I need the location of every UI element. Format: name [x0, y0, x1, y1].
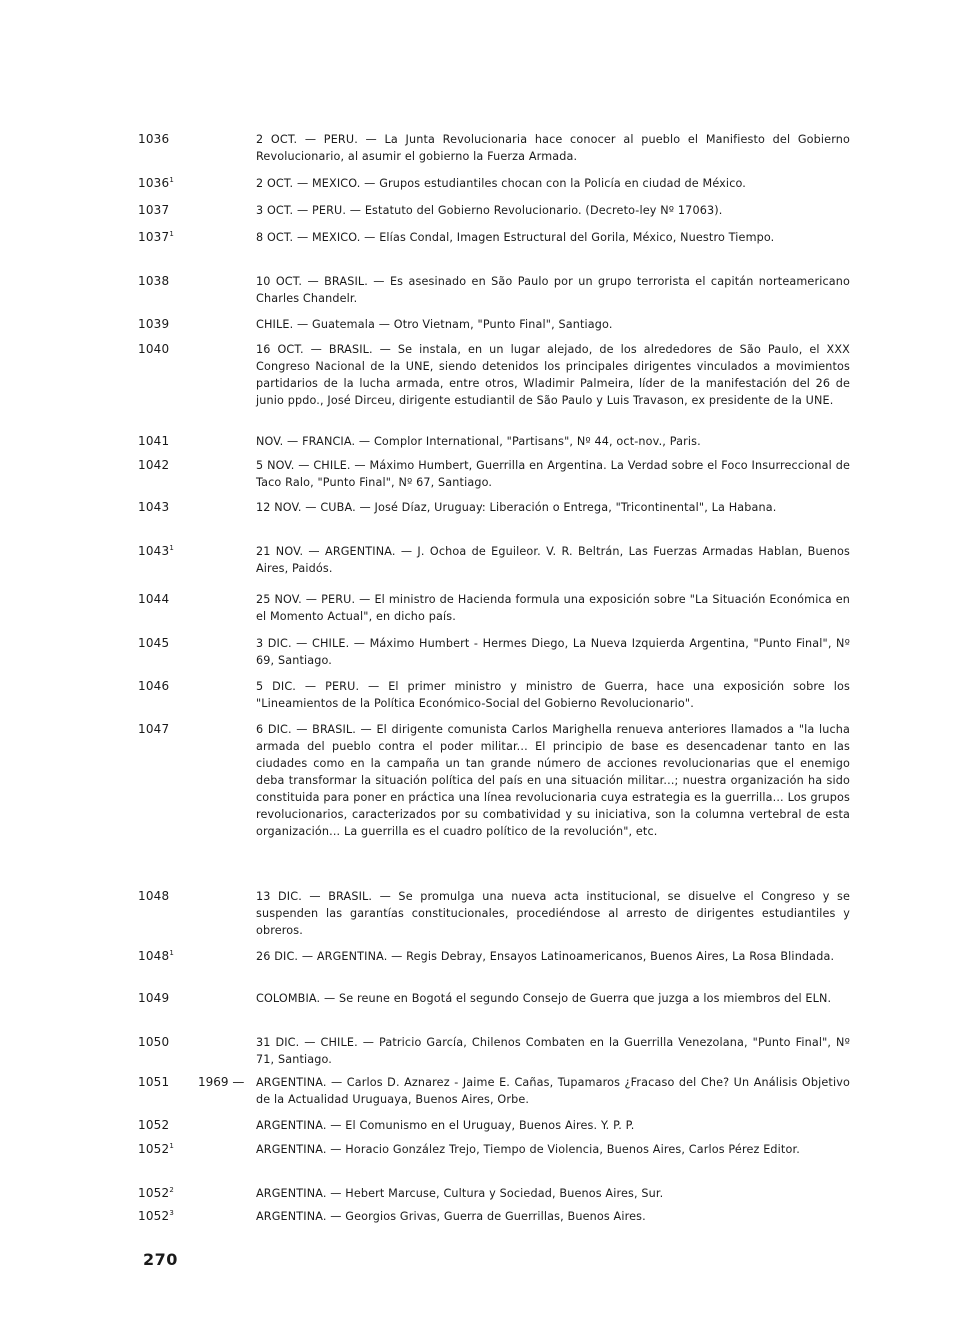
entry-number: 1048 [138, 889, 170, 903]
entry-number: 1037$^1$ [138, 230, 174, 244]
entry-text: 8 OCT. — MEXICO. — Elías Condal, Imagen Estructural del Gorila, México, Nuestro Tiempo. [256, 231, 775, 244]
entry-text: 31 DIC. — CHILE. — Patricio García, Chilenos Combaten en la Guerrilla Venezolana, "Punto Final", Nº 71, Santiago. [256, 1036, 850, 1066]
entry-text: ARGENTINA. — El Comunismo en el Uruguay, Buenos Aires. Y. P. P. [256, 1119, 635, 1132]
entry-number: 1052$^3$ [138, 1209, 174, 1223]
entry-text: COLOMBIA. — Se reune en Bogotá el segundo Consejo de Guerra que juzga a los miembros del ELN. [256, 992, 832, 1005]
entry-text: 6 DIC. — BRASIL. — El dirigente comunista Carlos Marighella renueva anteriores llamados a "la lucha armada del pueblo contra el poder militar... El principio de base es desencadenar tanto en las ciudades como en la campaña un tan grande número de acciones revolucionarias que el enemigo deba transformar la situación política del país en una situación militar...; nuestra organización ha sido constituida para poner en práctica una línea revolucionaria cuya estrategia es la guerrilla... Los grupos revolucionarios, caracterizados por su combatividad y su iniciativa, son la columna vertebral de esta organización... La guerrilla es el cuadro político de la revolución", etc. [256, 723, 850, 838]
entry-number: 1046 [138, 679, 170, 693]
entry-text: 21 NOV. — ARGENTINA. — J. Ochoa de Eguileor. V. R. Beltrán, Las Fuerzas Armadas Hablan, Buenos Aires, Paidós. [256, 545, 850, 575]
entry-text: ARGENTINA. — Georgios Grivas, Guerra de Guerrillas, Buenos Aires. [256, 1210, 646, 1223]
entry-text: NOV. — FRANCIA. — Complor International, "Partisans", Nº 44, oct-nov., Paris. [256, 435, 701, 448]
entry-number: 1045 [138, 636, 170, 650]
entry-number: 1038 [138, 274, 170, 288]
entry-text: 10 OCT. — BRASIL. — Es asesinado en São Paulo por un grupo terrorista el capitán norteamericano Charles Chandelr. [256, 275, 850, 305]
entry-text: 25 NOV. — PERU. — El ministro de Hacienda formula una exposición sobre "La Situación Económica en el Momento Actual", en dicho país. [256, 593, 850, 623]
entry-text: ARGENTINA. — Carlos D. Aznarez - Jaime E. Cañas, Tupamaros ¿Fracaso del Che? Un Análisis Objetivo de la Actualidad Uruguaya, Buenos Aires, Orbe. [256, 1076, 850, 1106]
entry-number: 1039 [138, 317, 170, 331]
entry-number: 1044 [138, 592, 170, 606]
entry-number: 1049 [138, 991, 170, 1005]
entry-text: 26 DIC. — ARGENTINA. — Regis Debray, Ensayos Latinoamericanos, Buenos Aires, La Rosa Blindada. [256, 950, 835, 963]
entry-number: 1036$^1$ [138, 176, 174, 190]
entry-number: 1043 [138, 500, 170, 514]
entry-text: ARGENTINA. — Horacio González Trejo, Tiempo de Violencia, Buenos Aires, Carlos Pérez Editor. [256, 1143, 800, 1156]
entry-text: 12 NOV. — CUBA. — José Díaz, Uruguay: Liberación o Entrega, "Tricontinental", La Habana. [256, 501, 777, 514]
page-number: 270 [143, 1250, 178, 1269]
entry-text: 3 OCT. — PERU. — Estatuto del Gobierno Revolucionario. (Decreto-ley Nº 17063). [256, 204, 723, 217]
entry-number: 1041 [138, 434, 170, 448]
entry-text: 13 DIC. — BRASIL. — Se promulga una nueva acta institucional, se disuelve el Congreso y se suspenden las garantías constitucionales, procediéndose al arresto de dirigentes estudiantiles y obreros. [256, 890, 850, 937]
entry-number: 1048$^1$ [138, 949, 174, 963]
entry-number: 1036 [138, 132, 170, 146]
entry-text: 3 DIC. — CHILE. — Máximo Humbert - Hermes Diego, La Nueva Izquierda Argentina, "Punto Final", Nº 69, Santiago. [256, 637, 850, 667]
entry-year: 1969 — [198, 1075, 245, 1089]
entry-number: 1050 [138, 1035, 170, 1049]
entry-text: 2 OCT. — MEXICO. — Grupos estudiantiles chocan con la Policía en ciudad de México. [256, 177, 746, 190]
entry-text: 5 DIC. — PERU. — El primer ministro y ministro de Guerra, hace una exposición sobre los "Lineamientos de la Política Económico-Social del Gobierno Revolucionario". [256, 680, 850, 710]
entry-number: 1052$^1$ [138, 1142, 174, 1156]
entry-number: 1043$^1$ [138, 544, 174, 558]
entry-text: 5 NOV. — CHILE. — Máximo Humbert, Guerrilla en Argentina. La Verdad sobre el Foco Insurreccional de Taco Ralo, "Punto Final", Nº 67, Santiago. [256, 459, 850, 489]
entry-number: 1052$^2$ [138, 1186, 174, 1200]
entry-number: 1052 [138, 1118, 170, 1132]
entry-text: ARGENTINA. — Hebert Marcuse, Cultura y Sociedad, Buenos Aires, Sur. [256, 1187, 664, 1200]
entry-number: 1037 [138, 203, 170, 217]
entry-number: 1051 [138, 1075, 170, 1089]
entry-number: 1040 [138, 342, 170, 356]
entry-number: 1047 [138, 722, 170, 736]
entry-number: 1042 [138, 458, 170, 472]
entry-text: 16 OCT. — BRASIL. — Se instala, en un lugar alejado, de los alrededores de São Paulo, el XXX Congreso Nacional de la UNE, siendo detenidos los principales dirigentes vinculados a movimientos partidarios de la lucha armada, entre otros, Wladimir Palmeira, líder de la manifestación del 26 de junio ppdo., José Dirceu, dirigente estudiantil de São Paulo y Luis Travason, ex presidente de la UNE. [256, 343, 850, 407]
entry-text: CHILE. — Guatemala — Otro Vietnam, "Punto Final", Santiago. [256, 318, 613, 331]
entry-text: 2 OCT. — PERU. — La Junta Revolucionaria hace conocer al pueblo el Manifiesto del Gobierno Revolucionario, al asumir el gobierno la Fuerza Armada. [256, 133, 850, 163]
